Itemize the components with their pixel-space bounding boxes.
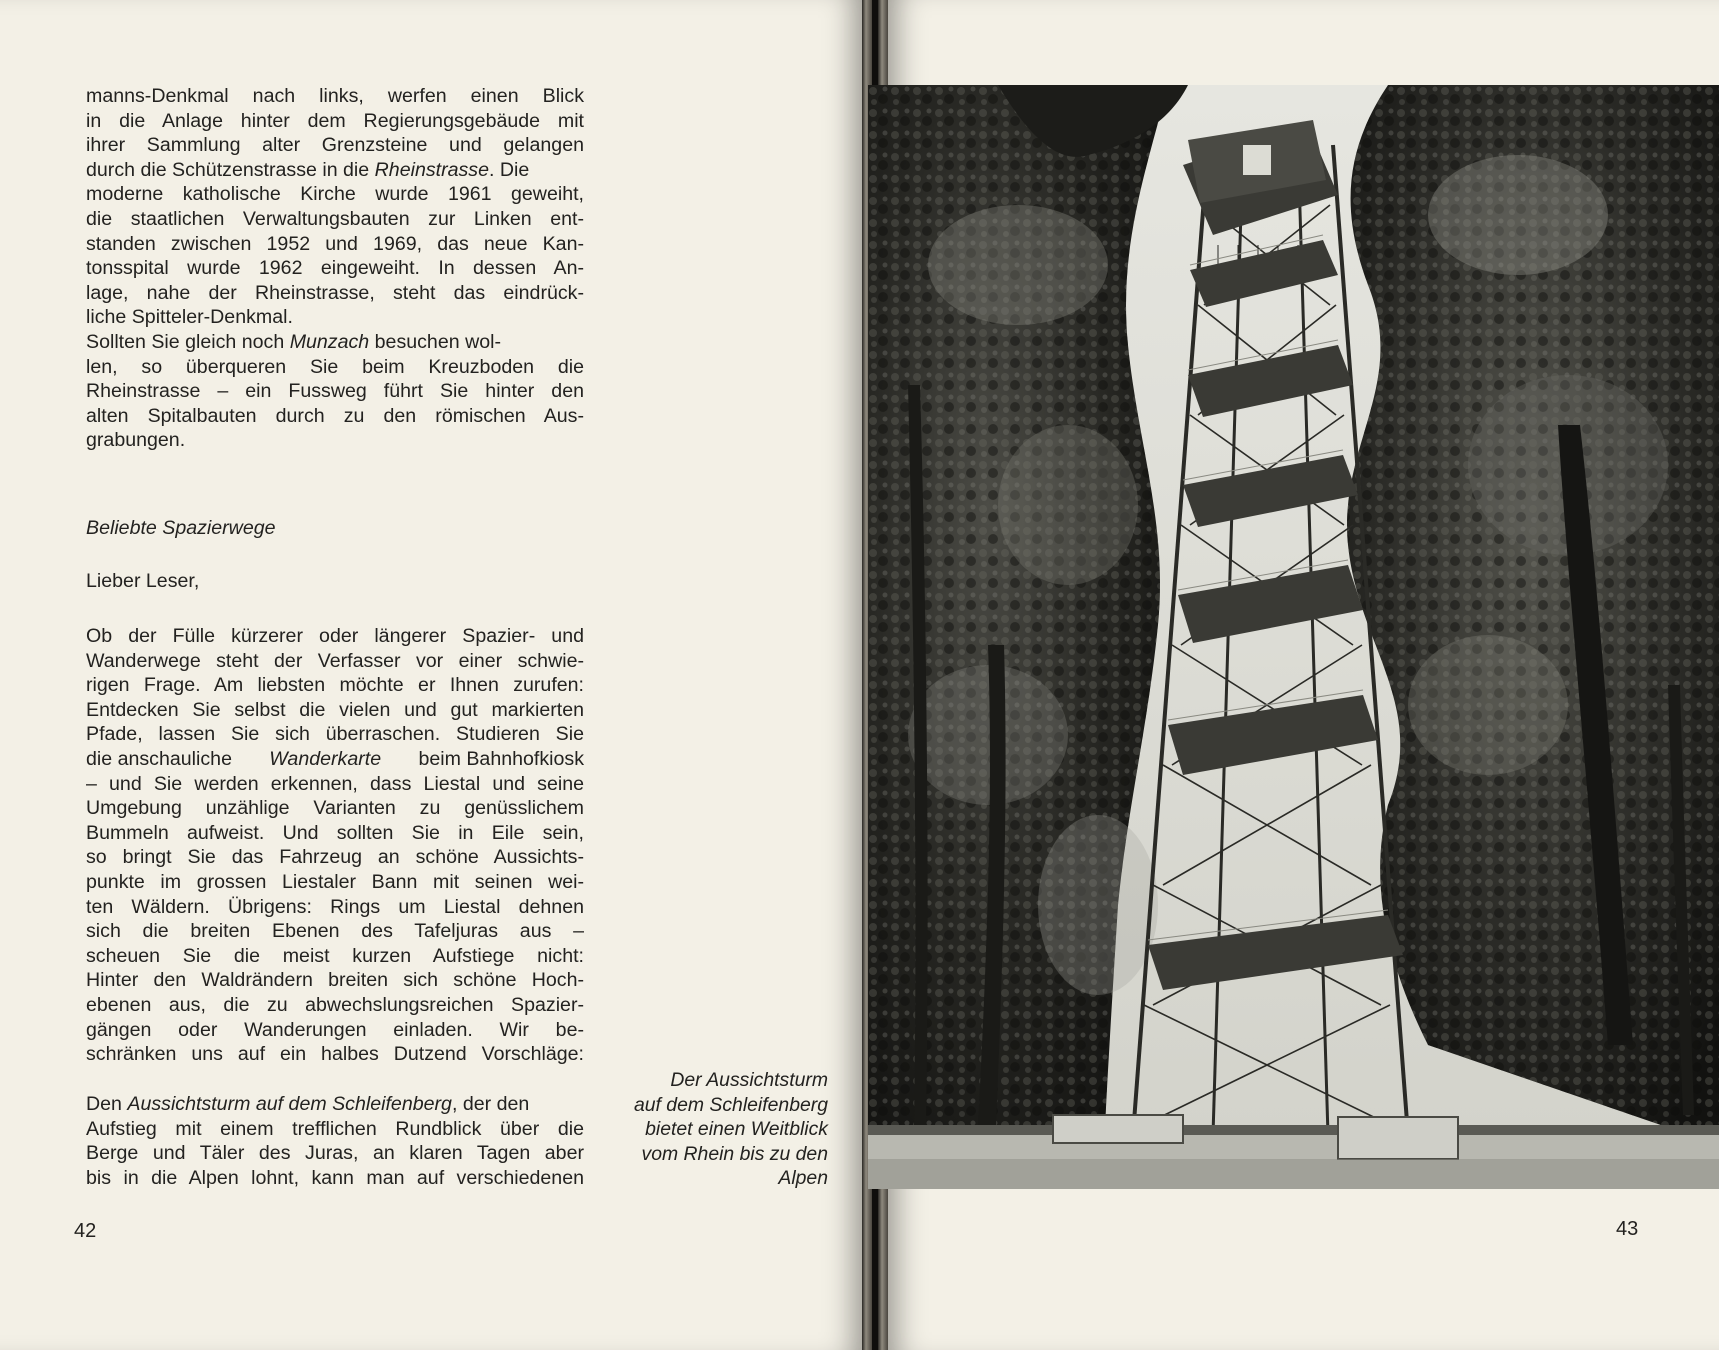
text-run: durch die Schützenstrasse in die (86, 158, 375, 181)
text-line: schränken uns auf ein halbes Dutzend Vorschläge: (86, 1043, 584, 1066)
text-line: Hinter den Waldrändern breiten sich schöne Hoch- (86, 969, 584, 992)
text-line: sich die breiten Ebenen des Tafeljuras aus – (86, 920, 584, 943)
observation-tower-photo (868, 85, 1719, 1189)
bench (1053, 1115, 1183, 1143)
text-run: Sollten Sie gleich noch (86, 330, 290, 353)
text-line: – und Sie werden erkennen, dass Liestal und seine (86, 772, 584, 795)
place-name-munzach: Munzach (289, 330, 370, 353)
wanderkarte-term: Wanderkarte (269, 747, 382, 770)
caption-line: Alpen (778, 1167, 828, 1189)
text-line (86, 1092, 584, 1117)
text-run: beim Bahnhofkiosk (418, 747, 584, 770)
text-line: rigen Frage. Am liebsten möchte er Ihnen zurufen: (86, 674, 584, 697)
bench (1338, 1117, 1458, 1159)
page-number-right: 43 (1616, 1218, 1639, 1240)
text-line: ten Wäldern. Übrigens: Rings um Liestal dehnen (86, 895, 584, 918)
text-line: Bummeln aufweist. Und sollten Sie in Eile sein, (86, 821, 584, 844)
tower-illustration (868, 85, 1719, 1189)
paragraph-1 (86, 84, 584, 453)
text-run: Den (86, 1093, 128, 1115)
text-line: die staatlichen Verwaltungsbauten zur Linken ent- (86, 207, 584, 230)
salutation: Lieber Leser, (86, 570, 200, 592)
text-line: Pfade, lassen Sie sich überraschen. Studieren Sie (86, 723, 584, 746)
caption-line: auf dem Schleifenberg (633, 1093, 828, 1116)
text-line: standen zwischen 1952 und 1969, das neue Kan- (86, 232, 584, 255)
text-line: len, so überqueren Sie beim Kreuzboden die (86, 355, 584, 378)
text-line: ebenen aus, die zu abwechslungsreichen Spazier- (86, 993, 584, 1016)
text-line: Aufstieg mit einem trefflichen Rundblick über die (86, 1117, 584, 1140)
text-line (86, 747, 584, 772)
place-name-rheinstrasse: Rheinstrasse (374, 158, 489, 181)
text-line: Berge und Täler des Juras, an klaren Tagen aber (86, 1142, 584, 1165)
text-line: Entdecken Sie selbst die vielen und gut markierten (86, 698, 584, 721)
text-line (86, 330, 584, 355)
text-line: moderne katholische Kirche wurde 1961 geweiht, (86, 183, 584, 206)
caption-line: bietet einen Weitblick (645, 1118, 828, 1140)
text-line: punkte im grossen Liestaler Bann mit seinen wei- (86, 870, 584, 893)
text-line: bis in die Alpen lohnt, kann man auf verschiedenen (86, 1166, 584, 1189)
text-line: ihrer Sammlung alter Grenzsteine und gelangen (86, 134, 584, 157)
text-line: manns-Denkmal nach links, werfen einen Blick (86, 85, 584, 107)
text-line: liche Spitteler-Denkmal. (86, 306, 293, 329)
text-line: grabungen. (86, 429, 186, 452)
text-line: tonsspital wurde 1962 eingeweiht. In dessen An- (86, 257, 584, 280)
text-run: , der den (451, 1093, 530, 1115)
aussichtsturm-term: Aussichtsturm auf dem Schleifenberg (127, 1093, 452, 1115)
text-line (86, 158, 584, 183)
text-line: in die Anlage hinter dem Regierungsgebäude mit (86, 109, 584, 132)
text-line: Wanderwege steht der Verfasser vor einer schwie- (86, 649, 584, 672)
text-line: alten Spitalbauten durch zu den römischen Aus- (86, 404, 584, 427)
text-line: Umgebung unzählige Varianten zu genüsslichem (86, 797, 584, 820)
text-run: die anschauliche (86, 747, 232, 770)
caption-line: vom Rhein bis zu den (641, 1142, 828, 1165)
text-line: Ob der Fülle kürzerer oder längerer Spazier- und (86, 625, 584, 647)
caption-line: Der Aussichtsturm (670, 1069, 828, 1091)
paragraph-4 (86, 1092, 584, 1190)
text-line: gängen oder Wanderungen einladen. Wir be- (86, 1018, 584, 1041)
text-line: Rheinstrasse – ein Fussweg führt Sie hinter den (86, 380, 584, 403)
section-heading: Beliebte Spazierwege (86, 517, 276, 539)
text-line: lage, nahe der Rheinstrasse, steht das eindrück- (86, 281, 584, 304)
paragraph-3 (86, 624, 584, 1067)
text-line: scheuen Sie die meist kurzen Aufstiege nicht: (86, 944, 584, 967)
text-run: besuchen wol- (369, 330, 501, 353)
photo-caption (590, 1068, 828, 1191)
page-number-left: 42 (74, 1220, 97, 1242)
text-line: so bringt Sie das Fahrzeug an schöne Aussichts- (86, 846, 584, 869)
text-run: . Die (489, 158, 530, 181)
